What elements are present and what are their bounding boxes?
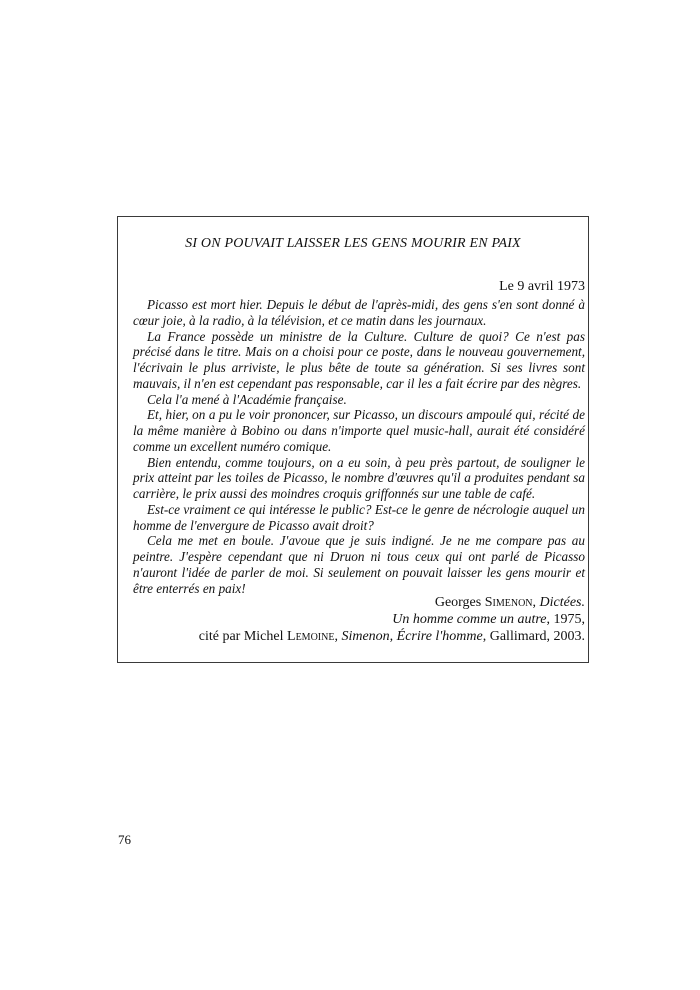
- citation-prefix: cité par Michel: [198, 629, 284, 644]
- author-last-name: Simenon: [484, 595, 533, 610]
- citing-work-title: Simenon, Écrire l'homme: [341, 629, 483, 644]
- citing-author-last-name: Lemoine: [287, 629, 335, 644]
- body-text: [133, 297, 585, 596]
- letter-date: Le 9 avril 1973: [499, 279, 585, 294]
- paragraph: Picasso est mort hier. Depuis le début de l'après-midi, des gens s'en sont donné à cœur joie, à la radio, à la télévision, et ce matin dans les journaux.: [133, 297, 585, 328]
- work-title: Dictées.: [539, 595, 585, 610]
- paragraph: Est-ce vraiment ce qui intéresse le public? Est-ce le genre de nécrologie auquel un homme de l'envergure de Picasso avait droit?: [133, 501, 585, 533]
- attribution-line-1: Georges Simenon, Dictées.: [434, 595, 585, 610]
- paragraph: La France possède un ministre de la Culture. Culture de quoi? Ce n'est pas précisé dans le titre. Mais on a choisi pour ce poste, dans le nouveau gouvernement, l'écrivain le plus arriviste, le plus bête de toute sa génération. Si ses livres sont mauvais, il n'en est cependant pas responsable, car il les a fait écrire par des nègres.: [133, 328, 585, 391]
- paragraph: Cela l'a mené à l'Académie française.: [147, 391, 347, 407]
- text-title: SI ON POUVAIT LAISSER LES GENS MOURIR EN PAIX: [185, 236, 521, 251]
- paragraph: Et, hier, on a pu le voir prononcer, sur Picasso, un discours ampoulé qui, récité de la même manière à Bobino ou dans n'importe quel music-hall, aurait été considéré comme un excellent numéro comique.: [133, 407, 585, 454]
- paragraph: Cela me met en boule. J'avoue que je suis indigné. Je ne me compare pas au peintre. J'espère cependant que ni Druon ni tous ceux qui ont parlé de Picasso n'auront l'idée de parler de moi. Si seulement on pouvait laisser les gens mourir et être enterrés en paix!: [133, 533, 585, 596]
- publisher: , Gallimard, 2003.: [482, 629, 585, 644]
- work-year: , 1975,: [546, 612, 585, 627]
- paragraph: Bien entendu, comme toujours, on a eu soin, à peu près partout, de souligner le prix atteint par les toiles de Picasso, le nombre d'œuvres qu'il a produites pendant sa carrière, le prix aussi des moindres croquis griffonnés sur une table de café.: [133, 454, 585, 501]
- source-attribution: [199, 594, 585, 645]
- attribution-line-3: cité par Michel Lemoine, Simenon, Écrire l'homme, Gallimard, 2003.: [198, 629, 585, 644]
- attribution-line-2: [199, 611, 585, 628]
- work-title: Un homme comme un autre: [392, 612, 547, 627]
- author-first-name: Georges: [434, 595, 482, 610]
- page-number: 76: [118, 832, 131, 847]
